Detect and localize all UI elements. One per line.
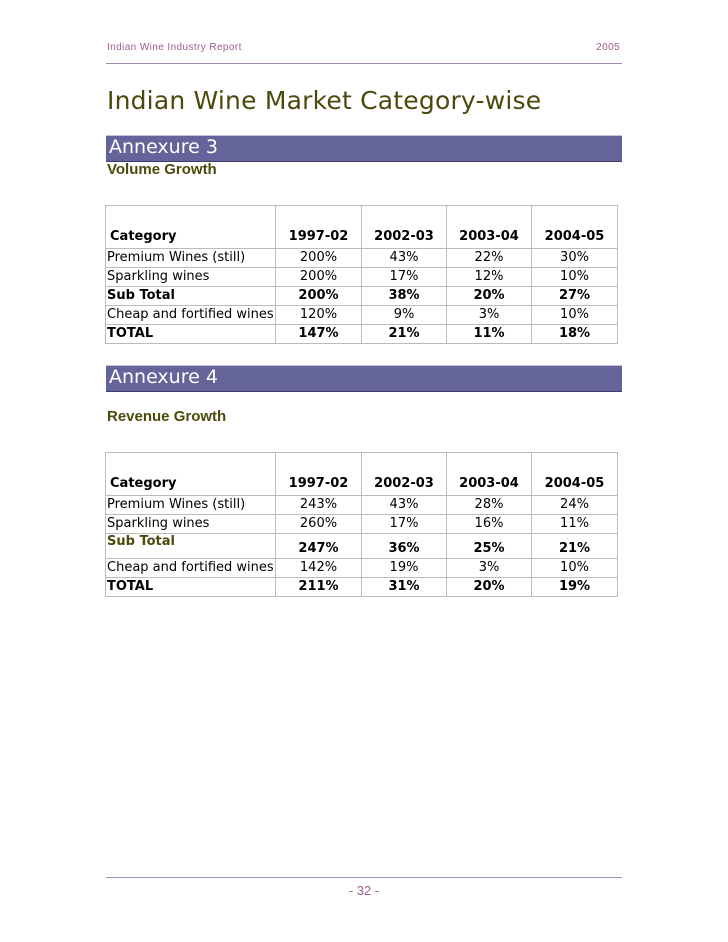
table-row: [106, 496, 618, 515]
table-cell: 28%: [447, 496, 532, 515]
table-cell: 43%: [362, 249, 447, 268]
table-cell: 19%: [362, 559, 447, 578]
table-cell: 19%: [532, 578, 618, 597]
column-header: 2004-05: [532, 206, 618, 249]
row-label: Sparkling wines: [106, 515, 276, 534]
revenue-growth-subtitle: Revenue Growth: [107, 408, 227, 425]
row-label: Sparkling wines: [106, 268, 276, 287]
table-cell: 10%: [532, 306, 618, 325]
total-row: [106, 578, 618, 597]
table-cell: 142%: [276, 559, 362, 578]
report-header-title: Indian Wine Industry Report: [107, 42, 242, 53]
row-label: TOTAL: [106, 578, 276, 597]
table-cell: 16%: [447, 515, 532, 534]
annexure-4-heading: Annexure 4: [109, 366, 218, 388]
table-row: [106, 249, 618, 268]
annexure-3-band: [106, 135, 622, 162]
row-label: Premium Wines (still): [106, 496, 276, 515]
table-cell: 200%: [276, 249, 362, 268]
page-number: - 32 -: [348, 883, 380, 898]
column-header: 2003-04: [447, 453, 532, 496]
table-cell: 147%: [276, 325, 362, 344]
subtotal-row: [106, 534, 618, 559]
table-cell: 25%: [447, 534, 532, 559]
annexure-4-band: [106, 365, 622, 392]
column-header: Category: [106, 206, 276, 249]
table-row: [106, 306, 618, 325]
table-cell: 31%: [362, 578, 447, 597]
table-cell: 9%: [362, 306, 447, 325]
table-cell: 120%: [276, 306, 362, 325]
table-cell: 18%: [532, 325, 618, 344]
table-cell: 43%: [362, 496, 447, 515]
column-header: 2002-03: [362, 206, 447, 249]
table-cell: 200%: [276, 287, 362, 306]
table-cell: 11%: [447, 325, 532, 344]
table-cell: 22%: [447, 249, 532, 268]
table-cell: 21%: [362, 325, 447, 344]
table-cell: 200%: [276, 268, 362, 287]
table-cell: 38%: [362, 287, 447, 306]
column-header: 1997-02: [276, 206, 362, 249]
row-label: Cheap and fortified wines: [106, 306, 276, 325]
table-cell: 24%: [532, 496, 618, 515]
column-header: Category: [106, 453, 276, 496]
row-label: Sub Total: [106, 287, 276, 306]
table-cell: 10%: [532, 268, 618, 287]
table-cell: 3%: [447, 559, 532, 578]
table-cell: 21%: [532, 534, 618, 559]
table-row: [106, 268, 618, 287]
table-cell: 17%: [362, 268, 447, 287]
row-label: Cheap and fortified wines: [106, 559, 276, 578]
column-header: 2004-05: [532, 453, 618, 496]
header-divider: [106, 63, 622, 64]
row-label: Premium Wines (still): [106, 249, 276, 268]
revenue-growth-table: [105, 452, 618, 597]
table-cell: 260%: [276, 515, 362, 534]
page-title: Indian Wine Market Category-wise: [107, 86, 542, 115]
table-row: [106, 515, 618, 534]
table-cell: 12%: [447, 268, 532, 287]
table-cell: 20%: [447, 287, 532, 306]
table-cell: 20%: [447, 578, 532, 597]
column-header: 2003-04: [447, 206, 532, 249]
table-cell: 3%: [447, 306, 532, 325]
column-header: 1997-02: [276, 453, 362, 496]
volume-growth-table: [105, 205, 618, 344]
table-row: [106, 559, 618, 578]
volume-growth-subtitle: Volume Growth: [107, 161, 217, 178]
table-cell: 11%: [532, 515, 618, 534]
table-cell: 36%: [362, 534, 447, 559]
annexure-3-heading: Annexure 3: [109, 136, 218, 158]
table-cell: 247%: [276, 534, 362, 559]
column-header: 2002-03: [362, 453, 447, 496]
row-label: TOTAL: [106, 325, 276, 344]
table-cell: 27%: [532, 287, 618, 306]
table-header-row: [106, 206, 618, 249]
table-cell: 243%: [276, 496, 362, 515]
subtotal-row: [106, 287, 618, 306]
table-cell: 17%: [362, 515, 447, 534]
footer-divider: [106, 877, 622, 878]
total-row: [106, 325, 618, 344]
report-header-year: 2005: [596, 42, 620, 53]
row-label: Sub Total: [106, 534, 276, 559]
table-cell: 211%: [276, 578, 362, 597]
table-header-row: [106, 453, 618, 496]
table-cell: 10%: [532, 559, 618, 578]
table-cell: 30%: [532, 249, 618, 268]
